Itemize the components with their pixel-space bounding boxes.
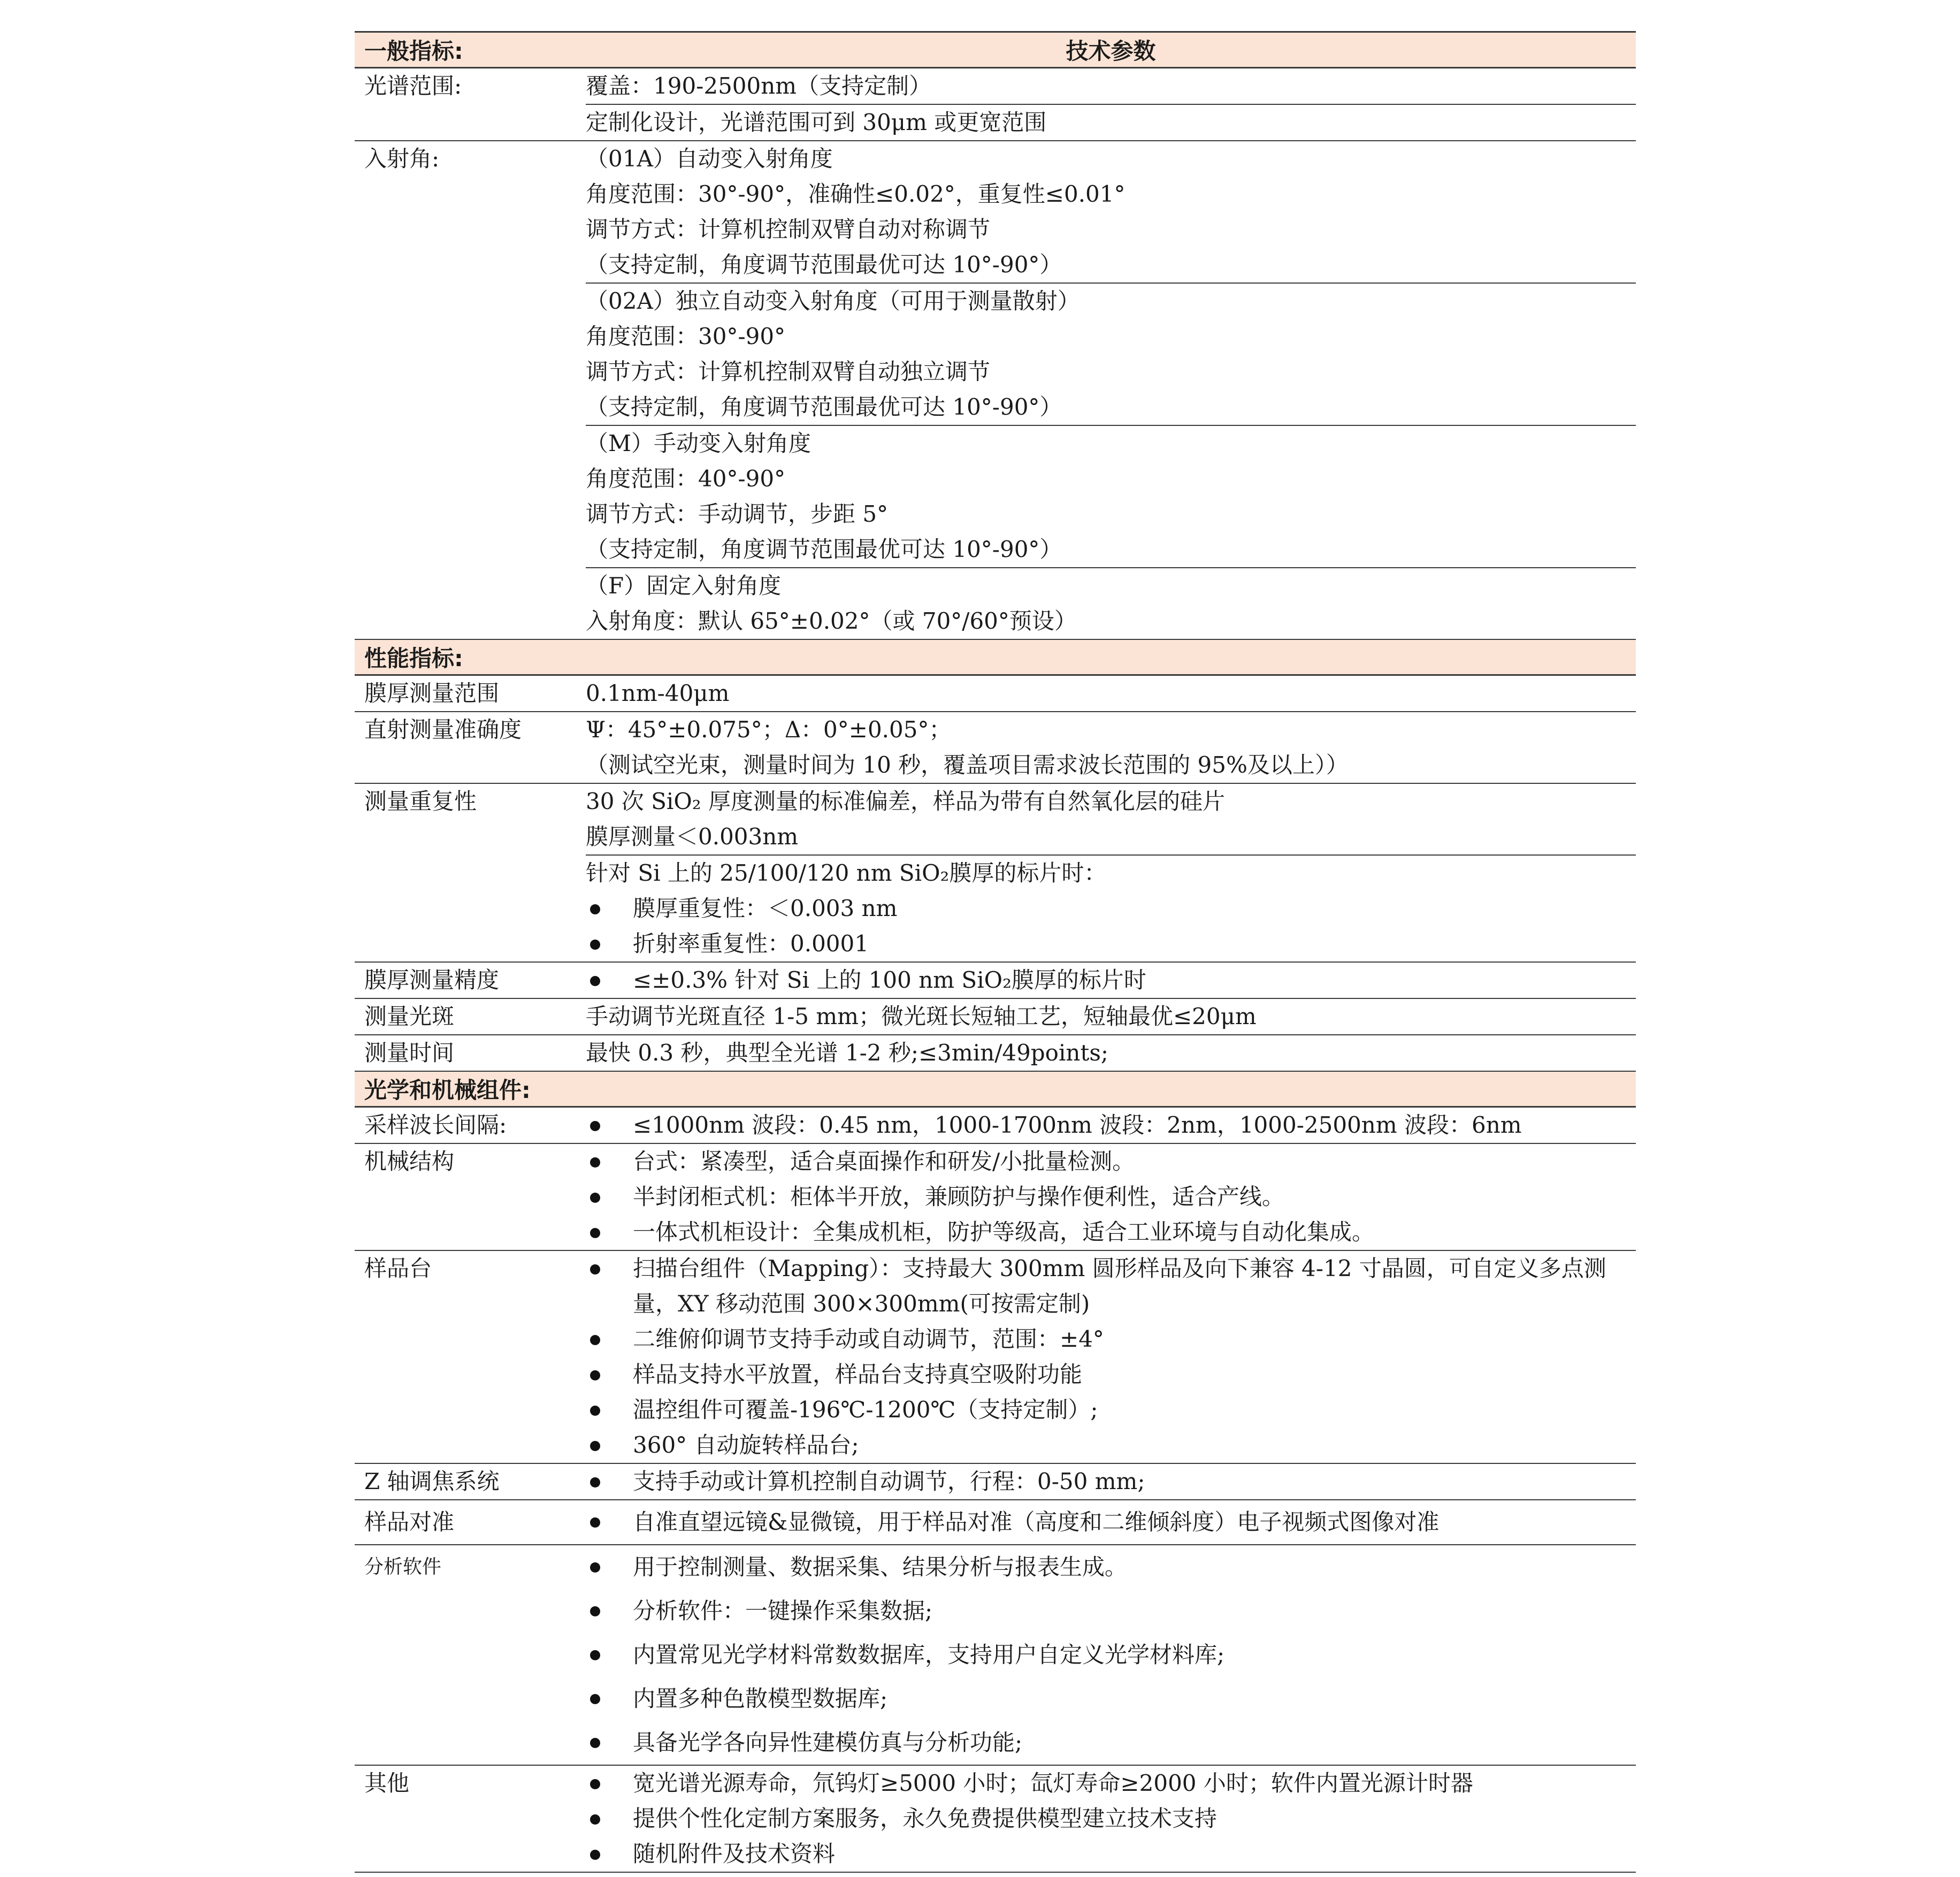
bullet-item [586, 1108, 1636, 1143]
spec-values [586, 1545, 1636, 1765]
spec-line: （F）固定入射角度 [586, 573, 782, 599]
spec-line: 膜厚测量＜0.003nm [586, 823, 799, 850]
spec-values [586, 999, 1636, 1034]
spec-row [355, 1035, 1636, 1072]
spec-line: （M）手动变入射角度 [586, 430, 811, 456]
bullet-dot-icon [590, 1779, 600, 1789]
spec-row [355, 963, 1636, 999]
spec-line: （01A）自动变入射角度 [586, 146, 833, 172]
spec-values [586, 1144, 1636, 1250]
spec-values [586, 68, 1636, 140]
bullet-item [586, 963, 1636, 998]
bullet-item [586, 1392, 1636, 1428]
bullet-item [586, 1589, 1636, 1633]
spec-block [586, 568, 1636, 639]
bullet-text: 折射率重复性：0.0001 [633, 930, 869, 957]
spec-line: 最快 0.3 秒，典型全光谱 1-2 秒;≤3min/49points; [586, 1040, 1109, 1066]
spec-values [586, 676, 1636, 711]
spec-row [355, 999, 1636, 1035]
bullet-text: 一体式机柜设计：全集成机柜，防护等级高，适合工业环境与自动化集成。 [633, 1219, 1375, 1245]
spec-row [355, 1464, 1636, 1500]
bullet-item [586, 1357, 1636, 1392]
bullet-item [586, 1500, 1636, 1544]
bullet-item [586, 1428, 1636, 1463]
bullet-dot-icon [590, 1650, 600, 1660]
spec-line: （支持定制，角度调节范围最优可达 10°-90°） [586, 251, 1062, 278]
spec-values [586, 784, 1636, 962]
spec-line: 覆盖：190-2500nm（支持定制） [586, 73, 932, 99]
spec-line: 调节方式：计算机控制双臂自动对称调节 [586, 216, 991, 242]
spec-row [355, 1545, 1636, 1766]
spec-label: 测量重复性 [364, 788, 477, 814]
bullet-text: 内置常见光学材料常数数据库，支持用户自定义光学材料库; [633, 1642, 1225, 1668]
bullet-item [586, 1144, 1636, 1179]
spec-label: Z 轴调焦系统 [364, 1468, 500, 1494]
bullet-dot-icon [590, 1814, 600, 1825]
spec-line: 定制化设计，光谱范围可到 30μm 或更宽范围 [586, 109, 1047, 135]
spec-label: 测量光斑 [364, 1003, 455, 1029]
bullet-text: 半封闭柜式机：柜体半开放，兼顾防护与操作便利性，适合产线。 [633, 1184, 1285, 1210]
bullet-item [586, 1721, 1636, 1765]
bullet-dot-icon [590, 1562, 600, 1573]
spec-block [586, 712, 1636, 783]
spec-row [355, 1766, 1636, 1873]
spec-line: （支持定制，角度调节范围最优可达 10°-90°） [586, 536, 1062, 562]
bullet-item [586, 1251, 1636, 1322]
spec-block [586, 1545, 1636, 1765]
spec-values [586, 1108, 1636, 1143]
bullet-text: 扫描台组件（Mapping）：支持最大 300mm 圆形样品及向下兼容 4-12 寸晶圆，可自定义多点测量，XY 移动范围 300×300mm(可按需定制) [633, 1255, 1606, 1317]
section-header [355, 640, 1636, 676]
spec-label: 其他 [364, 1770, 410, 1796]
spec-label: 采样波长间隔: [364, 1112, 507, 1138]
spec-values [586, 1500, 1636, 1544]
section-header [355, 33, 1636, 68]
spec-values [586, 1035, 1636, 1071]
spec-row [355, 784, 1636, 963]
spec-values [586, 1464, 1636, 1499]
spec-label: 直射测量准确度 [364, 716, 522, 743]
spec-values [586, 141, 1636, 639]
spec-line: 入射角度：默认 65°±0.02°（或 70°/60°预设） [586, 608, 1077, 634]
bullet-text: 提供个性化定制方案服务，永久免费提供模型建立技术支持 [633, 1805, 1218, 1832]
section-title: 性能指标: [364, 645, 463, 672]
bullet-text: ≤1000nm 波段：0.45 nm，1000-1700nm 波段：2nm，1000-2500nm 波段：6nm [633, 1112, 1522, 1138]
bullet-text: 宽光谱光源寿命，氘钨灯≥5000 小时；氙灯寿命≥2000 小时；软件内置光源计时器 [633, 1770, 1473, 1796]
spec-block [586, 68, 1636, 105]
spec-label: 膜厚测量精度 [364, 967, 500, 993]
spec-line: 角度范围：40°-90° [586, 466, 786, 492]
spec-line: 角度范围：30°-90°，准确性≤0.02°，重复性≤0.01° [586, 181, 1126, 207]
spec-label: 光谱范围: [364, 73, 462, 99]
spec-label: 分析软件 [364, 1556, 442, 1578]
bullet-item [586, 926, 1636, 962]
spec-block [586, 1251, 1636, 1463]
bullet-dot-icon [590, 940, 600, 950]
bullet-text: 用于控制测量、数据采集、结果分析与报表生成。 [633, 1554, 1128, 1580]
spec-block [586, 1035, 1636, 1071]
spec-block [586, 284, 1636, 426]
spec-block [586, 141, 1636, 284]
bullet-dot-icon [590, 1228, 600, 1238]
bullet-item [586, 1179, 1636, 1215]
bullet-dot-icon [590, 1370, 600, 1380]
spec-block [586, 1766, 1636, 1872]
spec-line: 手动调节光斑直径 1-5 mm；微光斑长短轴工艺，短轴最优≤20μm [586, 1003, 1257, 1029]
bullet-dot-icon [590, 1517, 600, 1528]
spec-block [586, 676, 1636, 711]
bullet-text: 360° 自动旋转样品台; [633, 1432, 859, 1458]
spec-row [355, 1500, 1636, 1545]
spec-label: 膜厚测量范围 [364, 680, 500, 706]
spec-block [586, 1108, 1636, 1143]
bullet-dot-icon [590, 1694, 600, 1704]
bullet-dot-icon [590, 1335, 600, 1345]
spec-block [586, 426, 1636, 568]
bullet-text: 支持手动或计算机控制自动调节，行程：0-50 mm; [633, 1468, 1145, 1494]
bullet-dot-icon [590, 1193, 600, 1203]
bullet-dot-icon [590, 1606, 600, 1616]
spec-values [586, 1766, 1636, 1872]
bullet-dot-icon [590, 1441, 600, 1451]
spec-line: 调节方式：计算机控制双臂自动独立调节 [586, 358, 991, 385]
spec-label: 样品台 [364, 1255, 432, 1281]
spec-block [586, 1464, 1636, 1499]
spec-label: 测量时间 [364, 1040, 455, 1066]
bullet-text: 膜厚重复性：＜0.003 nm [633, 895, 898, 921]
spec-line: 针对 Si 上的 25/100/120 nm SiO₂膜厚的标片时： [586, 860, 1107, 886]
spec-label: 入射角: [364, 146, 440, 172]
bullet-item [586, 1545, 1636, 1589]
spec-line: （测试空光束，测量时间为 10 秒，覆盖项目需求波长范围的 95%及以上）） [586, 752, 1349, 778]
spec-line: 0.1nm-40μm [586, 680, 730, 706]
spec-line: （02A）独立自动变入射角度（可用于测量散射） [586, 288, 1080, 314]
bullet-item [586, 891, 1636, 926]
section-title: 一般指标: [364, 38, 463, 64]
spec-line: （支持定制，角度调节范围最优可达 10°-90°） [586, 394, 1062, 420]
section-header [355, 1072, 1636, 1108]
bullet-text: 分析软件：一键操作采集数据; [633, 1598, 933, 1624]
spec-block [586, 105, 1636, 140]
bullet-item [586, 1633, 1636, 1677]
spec-row [355, 1144, 1636, 1251]
bullet-text: 台式：紧凑型，适合桌面操作和研发/小批量检测。 [633, 1148, 1135, 1174]
spec-block [586, 1144, 1636, 1250]
bullet-dot-icon [590, 1264, 600, 1275]
bullet-text: 样品支持水平放置，样品台支持真空吸附功能 [633, 1361, 1083, 1387]
spec-block [586, 856, 1636, 962]
spec-line: Ψ：45°±0.075°；Δ：0°±0.05°； [586, 716, 952, 743]
bullet-item [586, 1464, 1636, 1499]
spec-line: 30 次 SiO₂ 厚度测量的标准偏差，样品为带有自然氧化层的硅片 [586, 788, 1225, 814]
spec-block [586, 1500, 1636, 1544]
bullet-text: 温控组件可覆盖-196℃-1200℃（支持定制）; [633, 1397, 1098, 1423]
spec-values [586, 712, 1636, 783]
spec-values [586, 1251, 1636, 1463]
bullet-item [586, 1766, 1636, 1801]
spec-label: 样品对准 [364, 1509, 455, 1535]
bullet-item [586, 1215, 1636, 1250]
spec-row [355, 141, 1636, 640]
bullet-dot-icon [590, 976, 600, 986]
spec-line: 调节方式：手动调节，步距 5° [586, 501, 889, 527]
spec-block [586, 999, 1636, 1034]
bullet-dot-icon [590, 904, 600, 914]
bullet-item [586, 1801, 1636, 1836]
bullet-dot-icon [590, 1157, 600, 1168]
spec-row [355, 676, 1636, 712]
spec-row [355, 1251, 1636, 1464]
bullet-dot-icon [590, 1850, 600, 1860]
spec-values [586, 963, 1636, 998]
spec-block [586, 963, 1636, 998]
bullet-dot-icon [590, 1738, 600, 1748]
bullet-text: 随机附件及技术资料 [633, 1841, 836, 1867]
bullet-item [586, 1836, 1636, 1872]
spec-row [355, 68, 1636, 141]
spec-row [355, 1108, 1636, 1144]
bullet-item [586, 1677, 1636, 1721]
spec-line: 角度范围：30°-90° [586, 323, 786, 349]
spec-block [586, 784, 1636, 856]
bullet-dot-icon [590, 1406, 600, 1416]
bullet-text: ≤±0.3% 针对 Si 上的 100 nm SiO₂膜厚的标片时 [633, 967, 1146, 993]
section-title: 光学和机械组件: [364, 1077, 531, 1103]
bullet-dot-icon [590, 1477, 600, 1487]
spec-table [355, 31, 1636, 1873]
section-column-title: 技术参数 [1066, 38, 1156, 64]
bullet-item [586, 1322, 1636, 1357]
bullet-text: 内置多种色散模型数据库; [633, 1685, 888, 1712]
bullet-text: 自准直望远镜&显微镜，用于样品对准（高度和二维倾斜度）电子视频式图像对准 [633, 1509, 1440, 1535]
bullet-dot-icon [590, 1121, 600, 1131]
bullet-text: 具备光学各向异性建模仿真与分析功能; [633, 1729, 1023, 1756]
bullet-text: 二维俯仰调节支持手动或自动调节，范围：±4° [633, 1326, 1104, 1352]
spec-label: 机械结构 [364, 1148, 455, 1174]
spec-row [355, 712, 1636, 784]
